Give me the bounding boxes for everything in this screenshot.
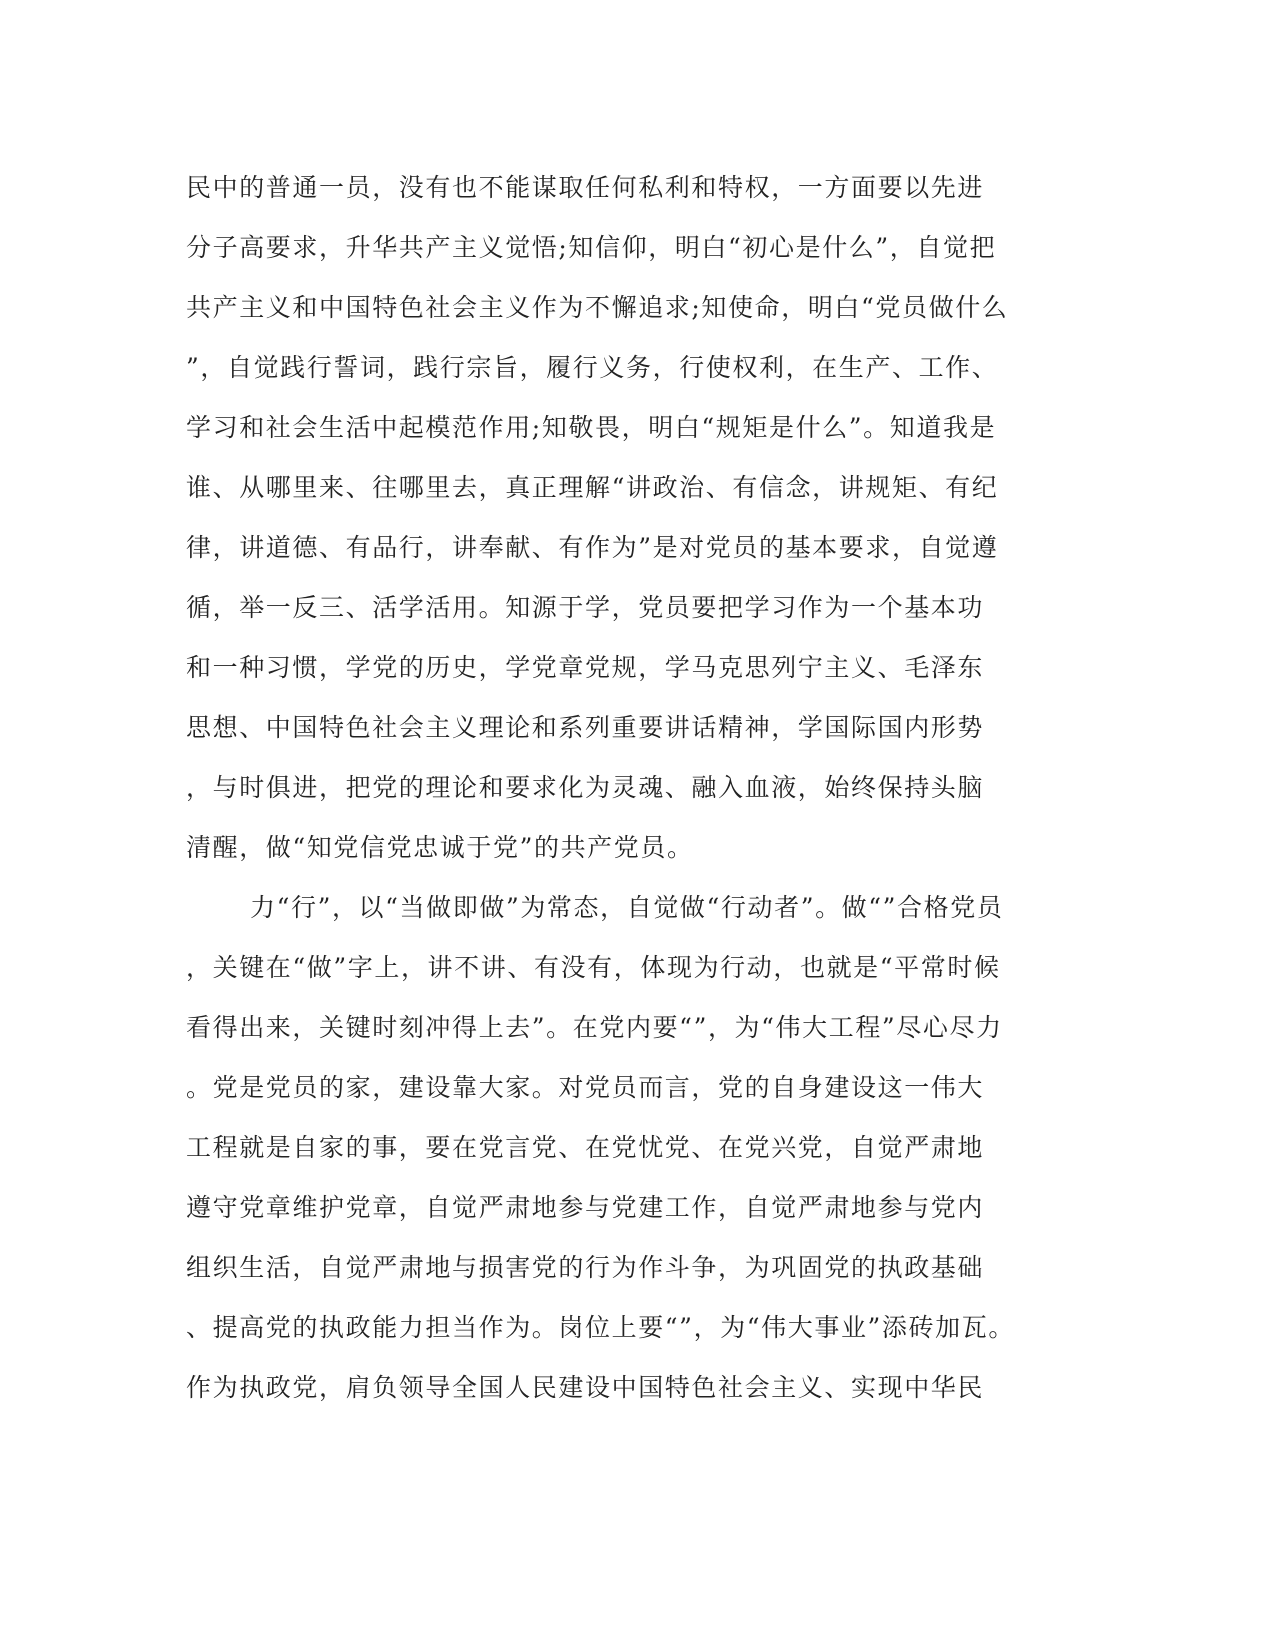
text-line: 学习和社会生活中起模范作用;知敬畏，明白“规矩是什么”。知道我是 [186, 413, 997, 442]
text-line: 民中的普通一员，没有也不能谋取任何私利和特权，一方面要以先进 [186, 173, 985, 202]
text-line: 组织生活，自觉严肃地与损害党的行为作斗争，为巩固党的执政基础 [186, 1253, 985, 1282]
text-line: 分子高要求，升华共产主义觉悟;知信仰，明白“初心是什么”，自觉把 [186, 233, 997, 262]
text-line: 作为执政党，肩负领导全国人民建设中国特色社会主义、实现中华民 [186, 1373, 985, 1402]
text-line: 律，讲道德、有品行，讲奉献、有作为”是对党员的基本要求，自觉遵 [186, 533, 999, 562]
text-line: ，关键在“做”字上，讲不讲、有没有，体现为行动，也就是“平常时候 [186, 953, 1001, 982]
text-line: 共产主义和中国特色社会主义作为不懈追求;知使命，明白“党员做什么 [186, 293, 1009, 322]
text-line: 思想、中国特色社会主义理论和系列重要讲话精神，学国际国内形势 [186, 713, 985, 742]
text-line: ”，自觉践行誓词，践行宗旨，履行义务，行使权利，在生产、工作、 [186, 353, 999, 382]
text-line: 。党是党员的家，建设靠大家。对党员而言，党的自身建设这一伟大 [186, 1073, 985, 1102]
text-line: 谁、从哪里来、往哪里去，真正理解“讲政治、有信念，讲规矩、有纪 [186, 473, 999, 502]
text-line: 遵守党章维护党章，自觉严肃地参与党建工作，自觉严肃地参与党内 [186, 1193, 985, 1222]
text-line: 和一种习惯，学党的历史，学党章党规，学马克思列宁主义、毛泽东 [186, 653, 985, 682]
paragraph-start-line: 力“行”，以“当做即做”为常态，自觉做“行动者”。做“”合格党员 [250, 893, 1004, 922]
text-line: 清醒，做“知党信党忠诚于党”的共产党员。 [186, 833, 694, 862]
text-line: 工程就是自家的事，要在党言党、在党忧党、在党兴党，自觉严肃地 [186, 1133, 985, 1162]
text-line: 看得出来，关键时刻冲得上去”。在党内要“”，为“伟大工程”尽心尽力 [186, 1013, 1003, 1042]
body-text [186, 158, 1066, 1418]
text-line: 、提高党的执政能力担当作为。岗位上要“”，为“伟大事业”添砖加瓦。 [186, 1313, 1015, 1342]
text-line: 循，举一反三、活学活用。知源于学，党员要把学习作为一个基本功 [186, 593, 985, 622]
text-line: ，与时俱进，把党的理论和要求化为灵魂、融入血液，始终保持头脑 [186, 773, 985, 802]
